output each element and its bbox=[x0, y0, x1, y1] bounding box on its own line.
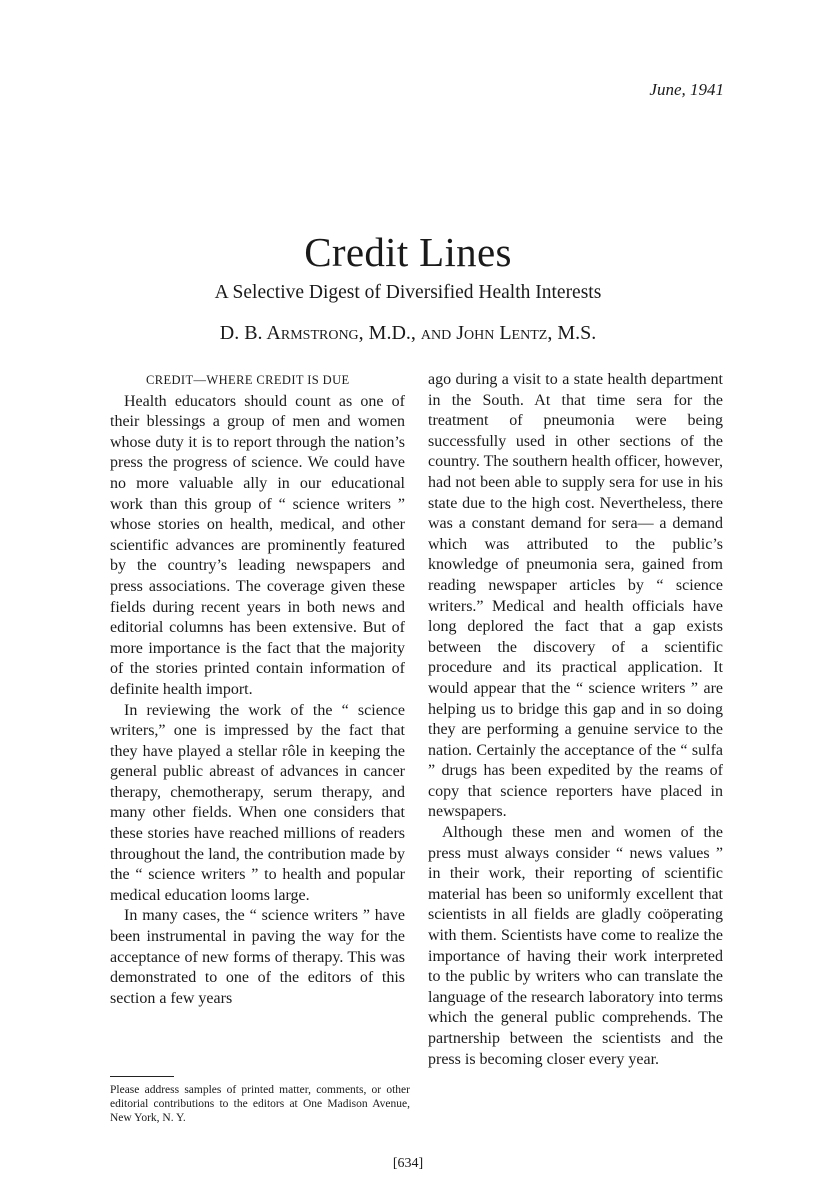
running-head-date: June, 1941 bbox=[649, 80, 724, 99]
paragraph-1: Health educators should count as one of their blessings a group of men and women whose duty it is to report through the nation’s press the progress of science. We could have no more valuable ally in our educational work than this group of “ science writers ” whose stories on health, medical, and other scientific advances are prominently featured by the country’s leading newspapers and press associations. The coverage given these fields during recent years in both news and editorial columns has been extensive. But of more importance is the fact that the majority of the stories printed contain information of definite health import. bbox=[110, 392, 405, 698]
left-column bbox=[110, 370, 405, 1009]
article-subtitle: A Selective Digest of Diversified Health Interests bbox=[214, 282, 602, 303]
page-number: [634] bbox=[392, 1156, 424, 1171]
footnote: Please address samples of printed matter, comments, or other editorial contributions to the editors at One Madison Avenue, New York, N. Y. bbox=[110, 1084, 410, 1124]
footnote-divider bbox=[110, 1076, 174, 1077]
section-heading: CREDIT—WHERE CREDIT IS DUE bbox=[146, 373, 350, 387]
paragraph-3-continued: ago during a visit to a state health department in the South. At that time sera for the treatment of pneumonia were being successfully used in other sections of the country. The southern health officer, however, had not been able to supply sera for use in his state due to the high cost. Nevertheless, there was a constant demand for sera— a demand which was attributed to the public’s knowledge of pneumonia sera, gained from reading newspaper articles by “ science writers.” Medical and health officials have long deplored the fact that a gap exists between the discovery of a scientific procedure and its practical application. It would appear that the “ science writers ” are helping us to bridge this gap and in so doing they are performing a genuine service to the nation. Certainly the acceptance of the “ sulfa ” drugs has been expedited by the reams of copy that science reporters have placed in newspapers. bbox=[428, 371, 723, 821]
paragraph-4: Although these men and women of the press must always consider “ news values ” in their work, their reporting of scientific material has been so uniformly excellent that scientists in all fields are gladly coöperating with them. Scientists have come to realize the importance of having their work interpreted to the public by writers who can translate the language of the research laboratory into terms which the general public comprehends. The partnership between the scientists and the press is becoming closer every year. bbox=[428, 824, 723, 1068]
paragraph-2: In reviewing the work of the “ science writers,” one is impressed by the fact that they have played a stellar rôle in keeping the general public abreast of advances in cancer therapy, chemotherapy, serum therapy, and many other fields. When one considers that these stories have reached millions of readers throughout the land, the contribution made by the “ science writers ” to health and popular medical education looms large. bbox=[110, 701, 405, 904]
paragraph-3: In many cases, the “ science writers ” have been instrumental in paving the way for the acceptance of new forms of therapy. This was demonstrated to one of the editors of this section a few years bbox=[110, 907, 405, 1007]
article-title: Credit Lines bbox=[304, 229, 512, 275]
right-column bbox=[428, 370, 723, 1070]
article-authors: D. B. Armstrong, M.D., and John Lentz, M.S. bbox=[219, 322, 597, 344]
